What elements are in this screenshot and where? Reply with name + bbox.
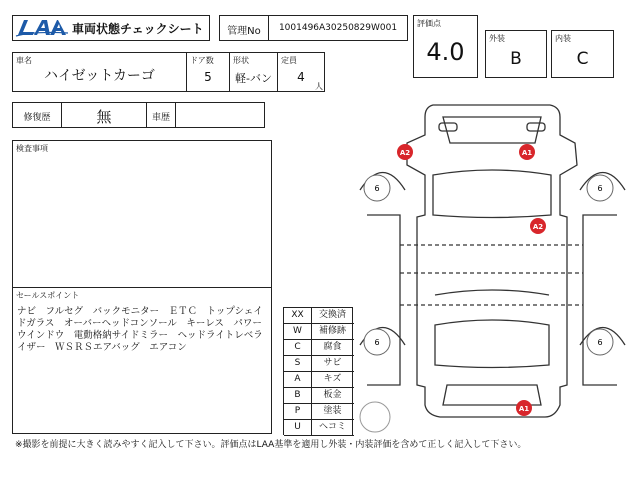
- exterior-value: B: [510, 49, 522, 69]
- exterior-cell: [485, 30, 547, 78]
- legend-row: [284, 324, 354, 340]
- legend-desc: キズ: [323, 374, 342, 384]
- body-value-cell: [175, 102, 265, 128]
- svg-text:6: 6: [597, 184, 603, 193]
- legend-row: [284, 356, 354, 372]
- tire-icon: [364, 175, 390, 201]
- inspection-box: [12, 140, 272, 288]
- inspection-label: 検査事項: [16, 144, 48, 153]
- shape-value: 軽-バン: [235, 72, 272, 85]
- tire-icon: [364, 329, 390, 355]
- damage-mark: [516, 400, 532, 416]
- legend-row: [284, 404, 354, 420]
- capacity-label: 定員: [281, 56, 297, 65]
- selling-points-label: セールスポイント: [16, 291, 80, 300]
- repair-label: 修復歴: [23, 113, 51, 123]
- svg-text:6: 6: [374, 184, 380, 193]
- mgmt-label-cell: [219, 15, 269, 41]
- legend-row: [284, 340, 354, 356]
- grade-value: 4.0: [426, 38, 465, 66]
- mgmt-value-cell: [268, 15, 408, 41]
- repair-value: 無: [96, 108, 112, 126]
- legend-code: P: [284, 404, 312, 419]
- capacity-unit: 人: [315, 82, 323, 91]
- body-label: 車歴: [151, 113, 170, 123]
- legend-row: [284, 420, 354, 436]
- svg-text:A2: A2: [399, 149, 411, 157]
- legend-desc: 補修跡: [318, 326, 346, 336]
- body-label-cell: [146, 102, 176, 128]
- legend-desc: 板金: [323, 390, 342, 400]
- grade-cell: [413, 15, 478, 78]
- grade-label: 評価点: [417, 19, 441, 28]
- legend-desc: 塗装: [323, 406, 342, 416]
- name-cell: [12, 52, 187, 92]
- mgmt-value: 1001496A30250829W001: [278, 23, 398, 33]
- capacity-cell: [277, 52, 325, 92]
- name-label: 車名: [16, 56, 32, 65]
- tire-icon: [587, 329, 613, 355]
- spare-wheel-icon: [360, 402, 390, 432]
- svg-text:A1: A1: [521, 149, 533, 157]
- footer-note: ※撮影を前提に大きく読みやすく記入して下さい。評価点はLAA基準を適用し外装・内装評価を含めて正しく記入して下さい。: [15, 440, 527, 450]
- shape-label: 形状: [233, 56, 249, 65]
- interior-label: 内装: [555, 34, 571, 43]
- name-value: ハイゼットカーゴ: [44, 68, 155, 84]
- svg-text:6: 6: [597, 338, 603, 347]
- tire-icon: [587, 175, 613, 201]
- sheet-title: 車両状態チェックシート: [72, 22, 204, 36]
- capacity-value: 4: [297, 70, 305, 84]
- damage-mark: [397, 144, 413, 160]
- legend-code: B: [284, 388, 312, 403]
- selling-points-text: ナビ フルセグ バックモニター ＥＴＣ トップシェイドガラス オーバーヘッドコンソール キーレス パワーウインドウ 電動格納サイドミラー ヘッドライトレベライザー ＷＳＲＳエアバッグ エアコン: [17, 306, 263, 353]
- exterior-label: 外装: [489, 34, 505, 43]
- legend-code: U: [284, 420, 312, 435]
- legend-table: [283, 307, 353, 435]
- legend-row: [284, 372, 354, 388]
- doors-value: 5: [204, 70, 212, 84]
- interior-value: C: [576, 49, 589, 69]
- legend-code: A: [284, 372, 312, 387]
- legend-desc: ヘコミ: [318, 422, 346, 432]
- doors-label: ドア数: [190, 56, 214, 65]
- legend-row: [284, 388, 354, 404]
- legend-code: W: [284, 324, 312, 339]
- mgmt-label: 管理No: [227, 26, 261, 37]
- legend-desc: 腐食: [323, 342, 342, 352]
- legend-code: C: [284, 340, 312, 355]
- car-diagram: [355, 95, 630, 435]
- doors-cell: [186, 52, 230, 92]
- legend-code: S: [284, 356, 312, 371]
- svg-text:6: 6: [374, 338, 380, 347]
- svg-text:A2: A2: [532, 223, 544, 231]
- svg-text:A1: A1: [518, 405, 530, 413]
- repair-value-cell: [61, 102, 147, 128]
- selling-points-box: [12, 287, 272, 434]
- interior-cell: [551, 30, 614, 78]
- damage-mark: [519, 144, 535, 160]
- legend-desc: サビ: [323, 358, 342, 368]
- repair-label-cell: [12, 102, 62, 128]
- legend-code: XX: [284, 308, 312, 323]
- damage-mark: [530, 218, 546, 234]
- legend-desc: 交換済: [318, 310, 346, 320]
- shape-cell: [229, 52, 278, 92]
- legend-row: [284, 308, 354, 324]
- laa-logo: [14, 17, 70, 37]
